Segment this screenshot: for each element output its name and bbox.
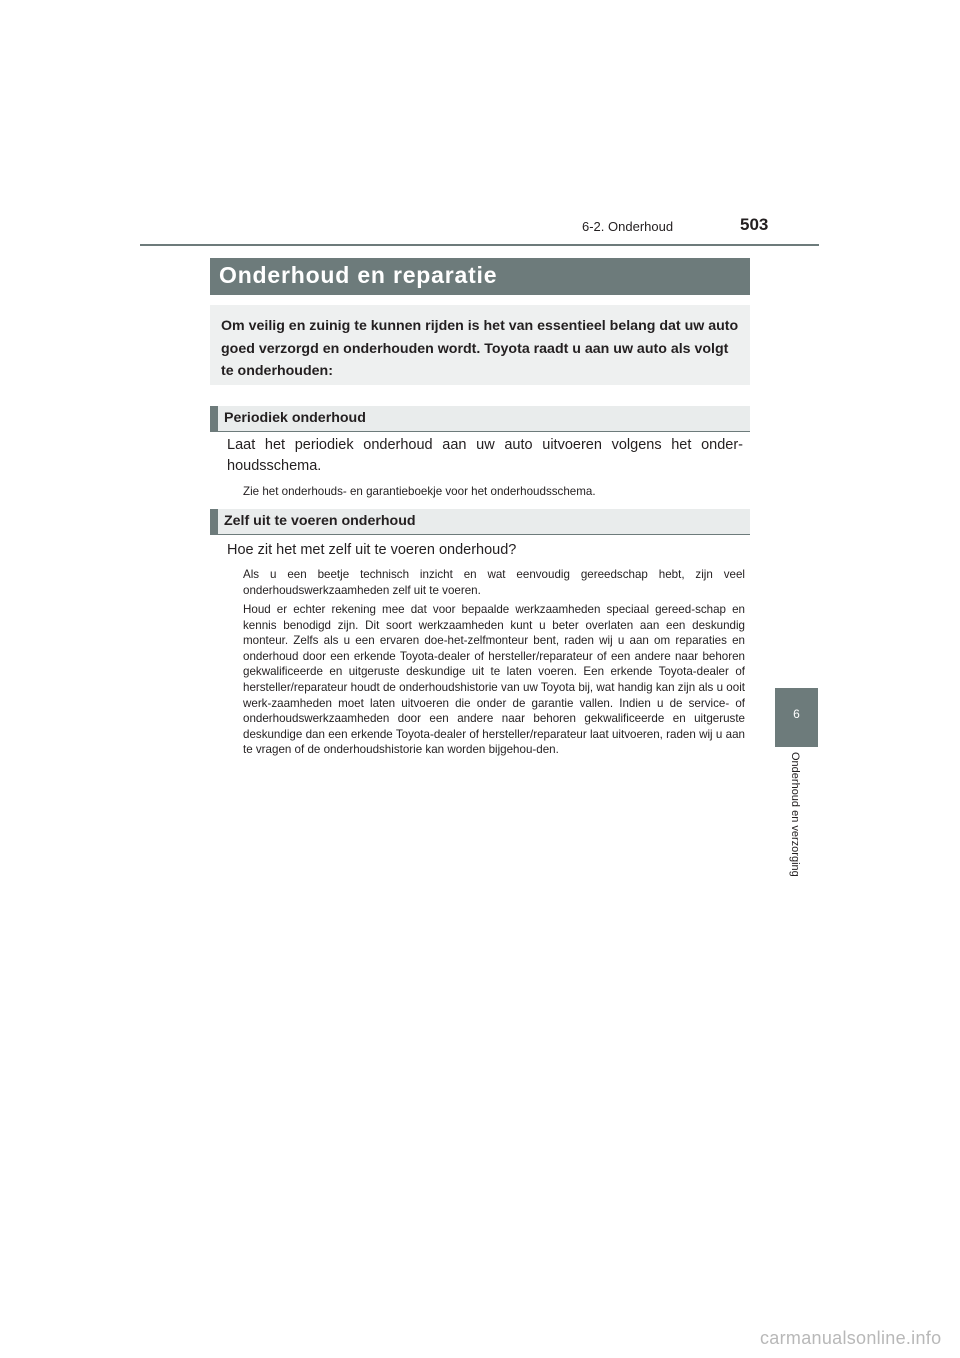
watermark: carmanualsonline.info [760,1328,942,1348]
section-paragraph: Hoe zit het met zelf uit te voeren onderhoud? [227,542,517,558]
subheading-zelf-onderhoud [210,509,750,535]
chapter-number: 6 [793,707,800,721]
chapter-tab [775,688,818,747]
section-note: Zie het onderhouds- en garantieboekje voor het onderhoudsschema. [243,485,596,498]
subheading-accent [210,406,218,431]
subheading-label: Periodiek onderhoud [224,410,366,426]
header-rule [140,244,819,246]
chapter-title: Onderhoud en verzorging [789,752,801,877]
section-note: Als u een beetje technisch inzicht en wat eenvoudig gereedschap hebt, zijn veel onderhoudswerkzaamheden zelf uit te voeren. [243,568,745,597]
page-number: 503 [740,215,769,234]
section-note: Houd er echter rekening mee dat voor bepaalde werkzaamheden speciaal gereed-schap en kennis benodigd zijn. Dit soort werkzaamheden kunt u beter overlaten aan een deskundig monteur. Zelfs als u een ervaren doe-het-zelfmonteur bent, raden wij u aan om reparaties en onderhoud door een erkende Toyota-dealer of hersteller/reparateur of een andere naar behoren gekwalificeerde en uitgeruste deskundige uit te laten voeren. Een erkende Toyota-dealer of hersteller/reparateur houdt de onderhoudshistorie van uw Toyota bij, wat handig kan zijn als u ooit werk-zaamheden moet laten uitvoeren die onder de garantie vallen. Indien u de service- of onderhoudswerkzaamheden door een andere naar behoren gekwalificeerde en uitgeruste deskundige dan een erkende Toyota-dealer of hersteller/reparateur laat uitvoeren, raden wij u aan te vragen of de onderhoudshistorie kan worden bijgehou-den. [243,603,745,757]
page-title: Onderhoud en reparatie [219,262,498,288]
subheading-label: Zelf uit te voeren onderhoud [224,513,416,529]
intro-box [210,305,750,385]
section-paragraph: Laat het periodiek onderhoud aan uw auto uitvoeren volgens het onder-houdsschema. [227,437,743,474]
intro-text: Om veilig en zuinig te kunnen rijden is het van essentieel belang dat uw auto goed verzorgd en onderhouden wordt. Toyota raadt u aan uw auto als volgt te onderhouden: [221,318,739,379]
subheading-accent [210,509,218,534]
chapter-title-wrap [784,752,806,902]
section-label: 6-2. Onderhoud [582,219,674,234]
title-bar [210,258,750,295]
subheading-periodiek-onderhoud [210,406,750,432]
